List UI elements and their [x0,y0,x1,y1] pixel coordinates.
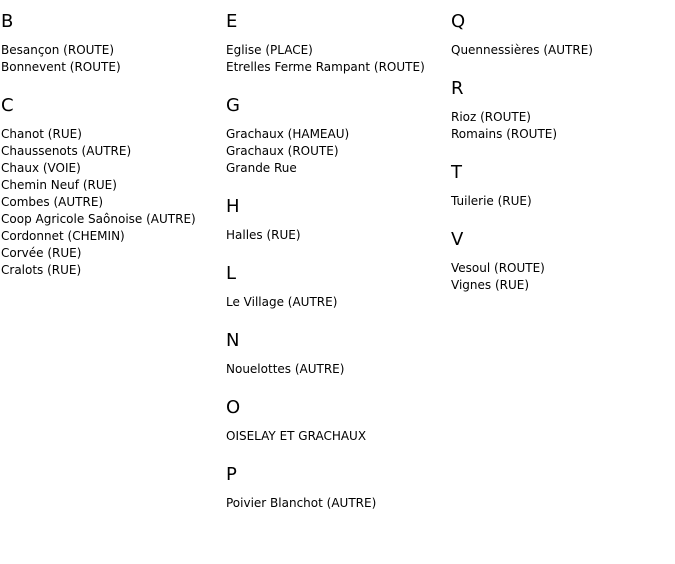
letter-heading: G [226,95,240,116]
letter-group [226,196,448,244]
street-entry: Chaussenots (AUTRE) [1,144,132,158]
letter-heading: L [226,263,237,284]
letter-group [226,397,448,445]
letter-group [1,11,223,76]
letter-group [451,11,673,59]
letter-group [226,263,448,311]
street-entry: Chanot (RUE) [1,127,82,141]
letter-heading: T [451,162,462,183]
letter-heading: E [226,11,238,32]
street-entry: Nouelottes (AUTRE) [226,362,345,376]
letter-heading: V [451,229,464,250]
street-entry: Le Village (AUTRE) [226,295,338,309]
letter-heading: Q [451,11,466,32]
letter-group [226,464,448,512]
street-entry: Quennessières (AUTRE) [451,43,593,57]
street-entry: Combes (AUTRE) [1,195,104,209]
letter-group [451,229,673,294]
letter-heading: C [1,95,14,116]
street-entry: Poivier Blanchot (AUTRE) [226,496,377,510]
street-entry: Bonnevent (ROUTE) [1,60,121,74]
letter-group [1,95,223,279]
street-entry: Chaux (VOIE) [1,161,81,175]
letter-heading: B [1,11,14,32]
street-entry: Halles (RUE) [226,228,301,242]
street-entry: OISELAY ET GRACHAUX [226,429,367,443]
letter-heading: N [226,330,240,351]
letter-group [226,11,448,76]
letter-heading: R [451,78,464,99]
letter-heading: H [226,196,240,217]
street-entry: Eglise (PLACE) [226,43,313,57]
letter-group [226,95,448,177]
street-entry: Vesoul (ROUTE) [451,261,545,275]
street-entry: Grande Rue [226,161,297,175]
street-entry: Etrelles Ferme Rampant (ROUTE) [226,60,425,74]
street-entry: Tuilerie (RUE) [451,194,532,208]
letter-heading: O [226,397,241,418]
street-entry: Coop Agricole Saônoise (AUTRE) [1,212,196,226]
street-entry: Rioz (ROUTE) [451,110,531,124]
street-entry: Romains (ROUTE) [451,127,558,141]
street-entry: Grachaux (ROUTE) [226,144,339,158]
street-entry: Cordonnet (CHEMIN) [1,229,125,243]
index-column [1,11,223,298]
letter-group [226,330,448,378]
street-entry: Grachaux (HAMEAU) [226,127,350,141]
letter-heading: P [226,464,237,485]
street-entry: Besançon (ROUTE) [1,43,115,57]
street-entry: Cralots (RUE) [1,263,82,277]
street-entry: Vignes (RUE) [451,278,530,292]
letter-group [451,78,673,143]
street-entry: Corvée (RUE) [1,246,82,260]
index-column [451,11,673,313]
street-entry: Chemin Neuf (RUE) [1,178,117,192]
index-column [226,11,448,531]
letter-group [451,162,673,210]
